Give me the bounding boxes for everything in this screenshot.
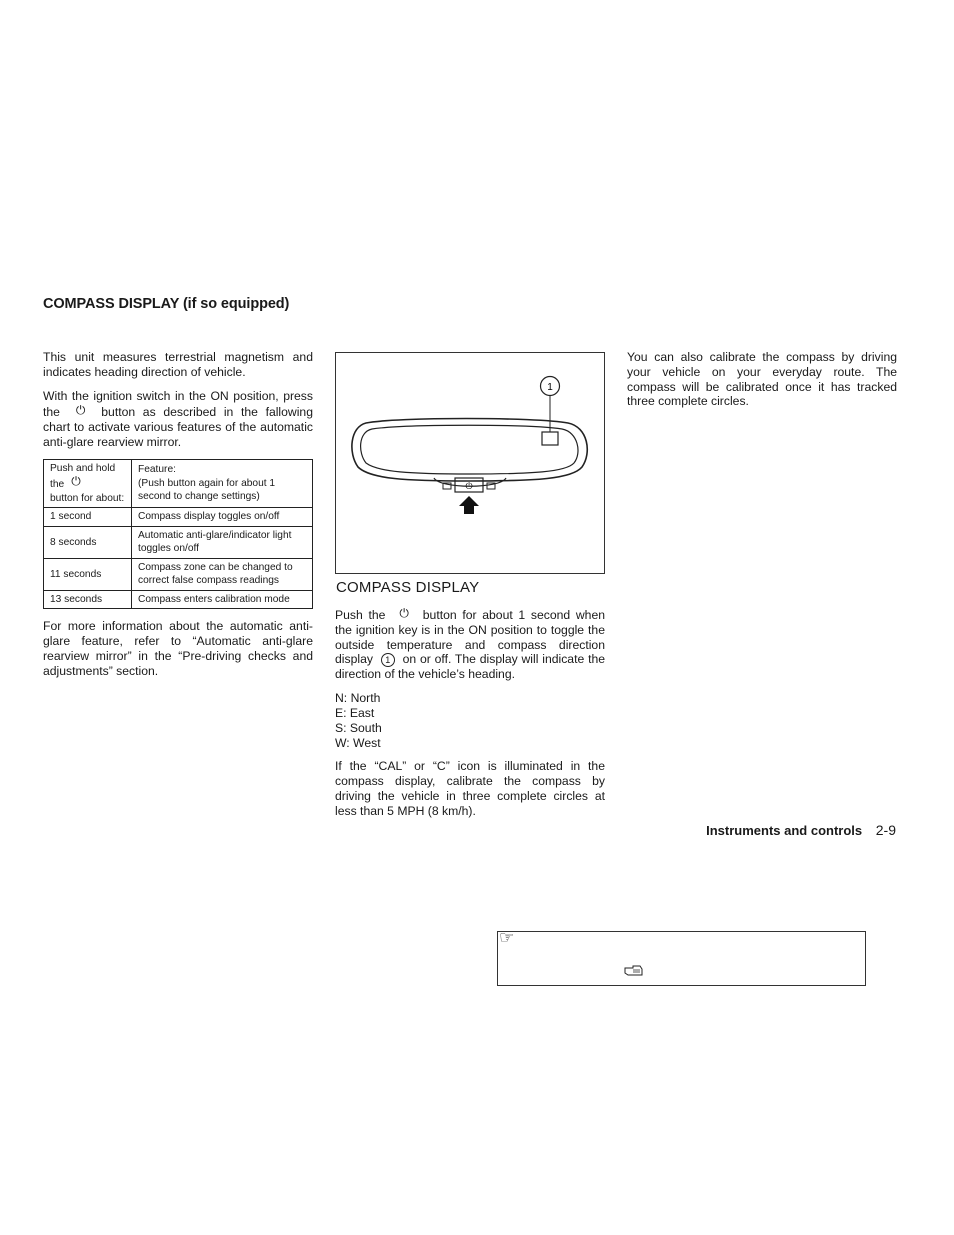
section-title: COMPASS DISPLAY (if so equipped): [43, 296, 290, 312]
up-arrow-icon: [459, 496, 479, 514]
ignition-text-before: With the ignition switch in the ON position, press the: [43, 388, 313, 420]
table-cell-time: 13 seconds: [44, 590, 132, 609]
pointing-hand-icon: ☞: [499, 928, 515, 948]
table-cell-time: 1 second: [44, 508, 132, 527]
footer-section-name: Instruments and controls: [706, 823, 863, 838]
direction-list: [335, 691, 605, 750]
middle-column: [335, 606, 605, 828]
feature-table: [43, 459, 313, 610]
hand-index-icon: [624, 965, 644, 977]
list-item: W: West: [335, 735, 381, 750]
table-row: [44, 508, 313, 527]
table-header-feature: [132, 459, 313, 508]
more-info-paragraph: For more information about the automatic anti-glare feature, refer to “Automatic anti-glare rearview mirror” in the “Pre-driving checks and adjustments” section.: [43, 619, 313, 678]
header-time-after: button for about:: [50, 492, 125, 504]
right-column: [627, 350, 897, 418]
page-number: 2-9: [875, 822, 896, 838]
header-feature-line1: Feature:: [138, 464, 176, 476]
calibration-paragraph: If the “CAL” or “C” icon is illuminated in the compass display, calibrate the compass by driving the vehicle in three complete circles at less than 5 MPH (8 km/h).: [335, 759, 605, 818]
table-cell-feature: Compass enters calibration mode: [132, 590, 313, 609]
list-item: E: East: [335, 705, 375, 720]
table-row: [44, 558, 313, 590]
ignition-text-after: button as described in the fallowing chart to activate various features of the automatic anti-glare rearview mirror.: [43, 405, 313, 449]
list-item: S: South: [335, 720, 382, 735]
rearview-mirror-illustration: [336, 353, 604, 573]
compass-display-window: [542, 432, 558, 445]
table-header-time: [44, 459, 132, 508]
ignition-paragraph: [43, 389, 313, 450]
table-cell-feature: Automatic anti-glare/indicator light toggles on/off: [132, 526, 313, 558]
table-cell-feature: Compass display toggles on/off: [132, 508, 313, 527]
table-row: [44, 590, 313, 609]
push-text-after: on or off. The display will indicate the direction of the vehicle’s heading.: [335, 652, 606, 682]
reference-note-box: [497, 928, 866, 986]
power-button-icon: ⏻: [399, 606, 409, 620]
power-button-icon: ⏻: [75, 403, 86, 418]
figure-caption: COMPASS DISPLAY: [336, 579, 480, 596]
header-time-before: Push and hold the: [50, 462, 116, 491]
table-row: [44, 526, 313, 558]
page-footer: [706, 822, 896, 838]
callout-label: 1: [547, 382, 553, 393]
table-cell-time: 8 seconds: [44, 526, 132, 558]
left-column: [43, 350, 313, 687]
table-cell-time: 11 seconds: [44, 558, 132, 590]
push-text-middle: button for about 1 second when the ignition key is in the ON position to toggle the outside temperature and compass direction display: [335, 608, 606, 667]
list-item: N: North: [335, 691, 381, 706]
intro-paragraph: This unit measures terrestrial magnetism and indicates heading direction of vehicle.: [43, 350, 313, 379]
push-paragraph: [335, 606, 605, 682]
header-feature-line2: (Push button again for about 1 second to change settings): [138, 477, 276, 503]
route-calibration-paragraph: You can also calibrate the compass by driving your vehicle on your everyday route. The compass will be calibrated once it has tracked three complete circles.: [627, 350, 897, 409]
table-cell-feature: Compass zone can be changed to correct false compass readings: [132, 558, 313, 590]
callout-reference: 1: [381, 653, 395, 667]
push-text-before: Push the: [335, 608, 386, 622]
power-button-icon: ⏻: [71, 474, 81, 489]
table-header-row: [44, 459, 313, 508]
mirror-figure: [335, 352, 605, 574]
power-button-icon: ⏻: [465, 482, 473, 492]
